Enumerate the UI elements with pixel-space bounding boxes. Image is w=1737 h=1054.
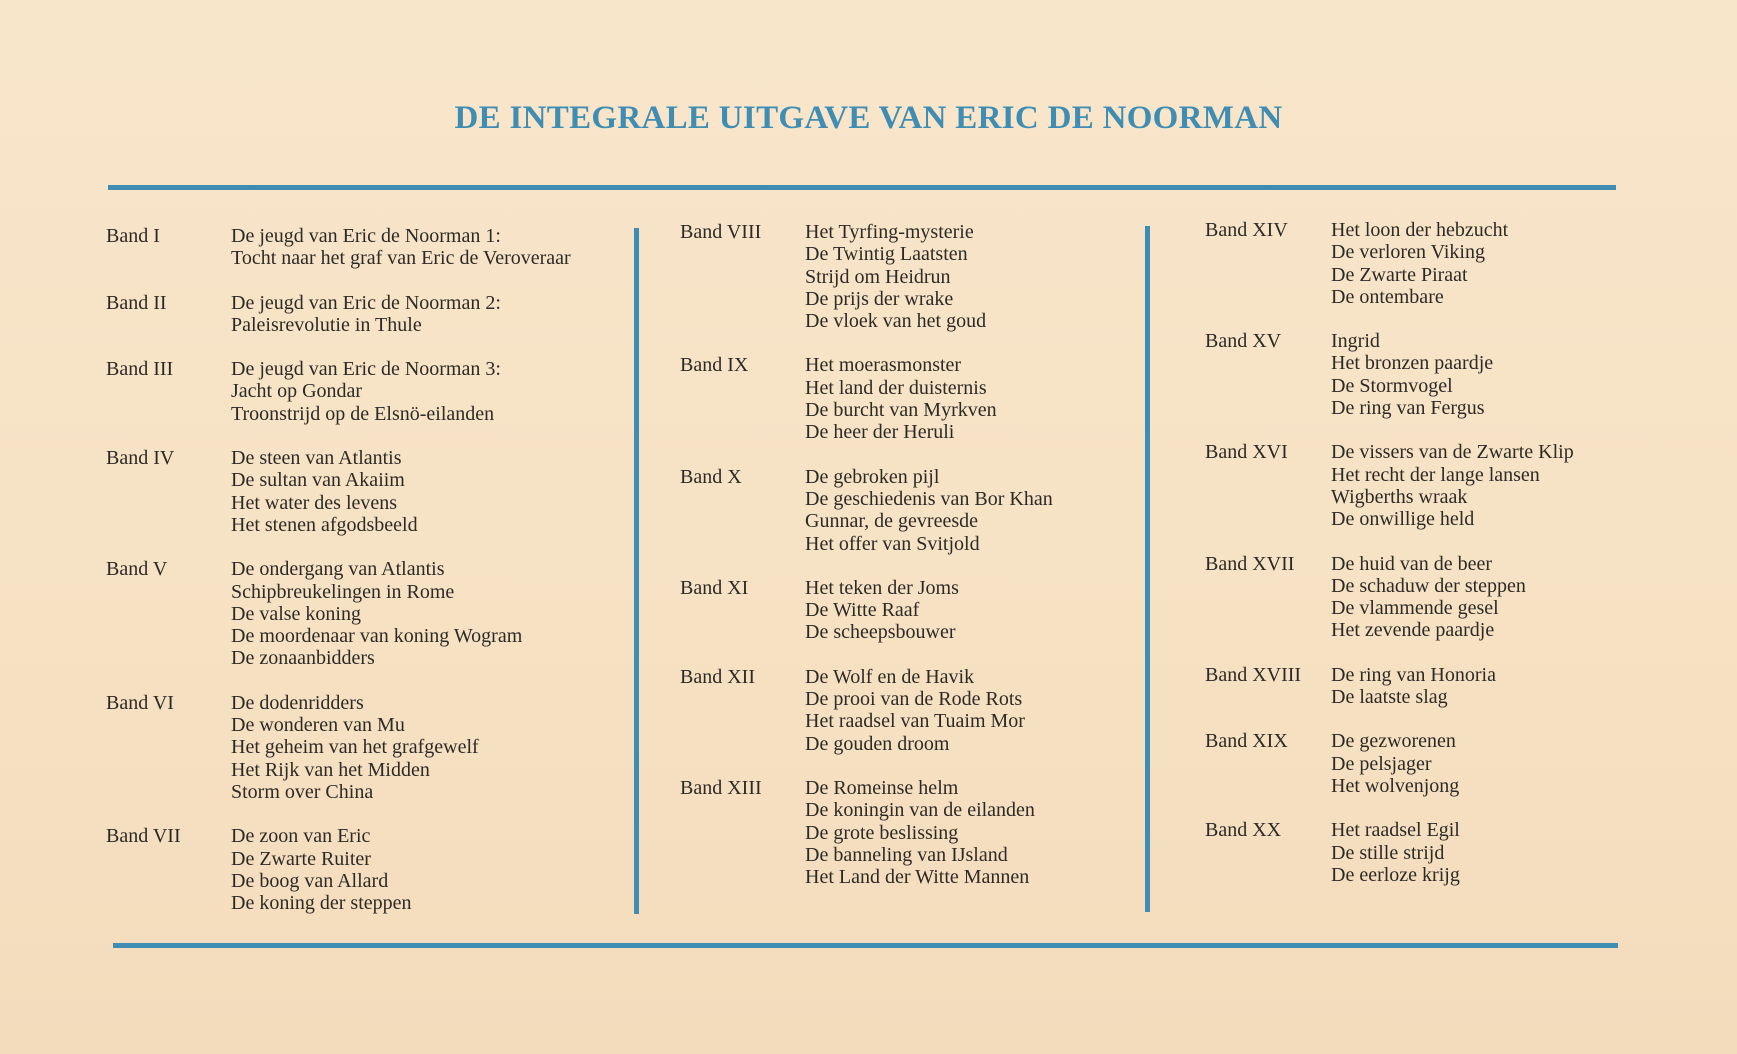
- band-title: Het bronzen paardje: [1331, 352, 1494, 375]
- band-title: De jeugd van Eric de Noorman 2:: [231, 291, 501, 314]
- column-3: [1205, 219, 1705, 908]
- band-title: Paleisrevolutie in Thule: [231, 313, 422, 336]
- band-title: De banneling van IJsland: [805, 843, 1008, 866]
- band-title: De sultan van Akaiim: [231, 469, 405, 492]
- band-title: Tocht naar het graf van Eric de Veroveraar: [231, 247, 571, 270]
- band-title-list: [231, 692, 479, 803]
- band-title: De steen van Atlantis: [231, 447, 402, 470]
- band-title: De Romeinse helm: [805, 776, 959, 799]
- band-title: De vissers van de Zwarte Klip: [1331, 441, 1574, 464]
- band-title-list: [1331, 730, 1459, 797]
- column-2: [680, 221, 1140, 910]
- column-divider-1: [634, 228, 639, 914]
- band-title: De Stormvogel: [1331, 374, 1453, 397]
- band-label: Band XVII: [1205, 552, 1295, 575]
- band-label: Band XVI: [1205, 441, 1288, 464]
- band-entry: [106, 692, 626, 803]
- band-entry: [680, 666, 1140, 755]
- band-title-list: [231, 447, 418, 536]
- band-title: Strijd om Heidrun: [805, 265, 951, 288]
- band-title: De prooi van de Rode Rots: [805, 688, 1023, 711]
- band-title: De Wolf en de Havik: [805, 665, 975, 688]
- band-title: Het stenen afgodsbeeld: [231, 513, 418, 536]
- band-title: De moordenaar van koning Wogram: [231, 625, 523, 648]
- band-title: De ontembare: [1331, 285, 1444, 308]
- band-title-list: [1331, 219, 1508, 308]
- band-title: De huid van de beer: [1331, 552, 1493, 575]
- band-label: Band II: [106, 291, 167, 314]
- band-entry: [1205, 330, 1705, 419]
- band-title: De dodenridders: [231, 691, 364, 714]
- band-title: Het moerasmonster: [805, 354, 962, 377]
- band-title: Het offer van Svitjold: [805, 532, 980, 555]
- band-title: De Zwarte Ruiter: [231, 847, 371, 870]
- band-title: Het water des levens: [231, 491, 398, 514]
- band-entry: [106, 292, 626, 337]
- band-entry: [106, 447, 626, 536]
- band-title-list: [805, 221, 986, 332]
- band-title: De Zwarte Piraat: [1331, 263, 1468, 286]
- band-title: De zonaanbidders: [231, 647, 375, 670]
- band-label: Band VI: [106, 691, 174, 714]
- band-title: De valse koning: [231, 602, 361, 625]
- band-title: Wigberths wraak: [1331, 485, 1468, 508]
- band-label: Band XV: [1205, 330, 1282, 353]
- band-title: De zoon van Eric: [231, 825, 371, 848]
- band-title-list: [1331, 664, 1496, 709]
- band-title: Het Tyrfing-mysterie: [805, 221, 974, 243]
- band-title: Het recht der lange lansen: [1331, 463, 1540, 486]
- band-label: Band XVIII: [1205, 663, 1302, 686]
- band-title: Het land der duisternis: [805, 376, 987, 399]
- top-divider: [108, 185, 1616, 190]
- band-entry: [680, 221, 1140, 332]
- band-title: Het Rijk van het Midden: [231, 758, 430, 781]
- band-title: De laatste slag: [1331, 686, 1448, 709]
- band-title: De Witte Raaf: [805, 599, 920, 622]
- band-title-list: [805, 466, 1053, 555]
- band-label: Band X: [680, 465, 742, 488]
- band-title-list: [805, 666, 1025, 755]
- band-label: Band VIII: [680, 221, 762, 243]
- band-title: De heer der Heruli: [805, 421, 955, 444]
- band-title: De ring van Honoria: [1331, 663, 1496, 686]
- band-title: De jeugd van Eric de Noorman 1:: [231, 225, 501, 247]
- band-title: De stille strijd: [1331, 841, 1445, 864]
- band-title: Het raadsel Egil: [1331, 819, 1460, 842]
- band-title: De gebroken pijl: [805, 465, 940, 488]
- band-title-list: [1331, 330, 1493, 419]
- band-title-list: [231, 292, 501, 337]
- band-label: Band XII: [680, 665, 755, 688]
- column-divider-2: [1145, 226, 1150, 912]
- band-title: De prijs der wrake: [805, 287, 954, 310]
- bottom-divider: [113, 943, 1618, 948]
- band-label: Band III: [106, 358, 174, 381]
- band-title: Gunnar, de gevreesde: [805, 510, 979, 533]
- page-title: DE INTEGRALE UITGAVE VAN ERIC DE NOORMAN: [454, 100, 1283, 136]
- band-title-list: [805, 777, 1035, 888]
- band-title: De boog van Allard: [231, 869, 389, 892]
- band-title: Het teken der Joms: [805, 576, 959, 599]
- band-title: De wonderen van Mu: [231, 714, 405, 737]
- band-title: De vlammende gesel: [1331, 597, 1499, 620]
- band-title: De koning der steppen: [231, 892, 412, 915]
- band-entry: [680, 354, 1140, 443]
- band-label: Band IX: [680, 354, 749, 377]
- band-label: Band XIII: [680, 776, 762, 799]
- band-label: Band XIV: [1205, 219, 1288, 241]
- column-1: [106, 225, 626, 936]
- band-entry: [106, 225, 626, 270]
- band-title: De onwillige held: [1331, 508, 1475, 531]
- band-title: Het raadsel van Tuaim Mor: [805, 710, 1025, 733]
- band-title: Het wolvenjong: [1331, 774, 1460, 797]
- band-title-list: [231, 825, 412, 914]
- band-entry: [1205, 819, 1705, 886]
- band-entry: [106, 358, 626, 425]
- band-title-list: [231, 558, 522, 669]
- band-title: De schaduw der steppen: [1331, 574, 1526, 597]
- band-title: De koningin van de eilanden: [805, 799, 1035, 822]
- band-title-list: [805, 354, 997, 443]
- band-title-list: [1331, 441, 1574, 530]
- band-title: Het zevende paardje: [1331, 619, 1495, 642]
- band-label: Band VII: [106, 825, 181, 848]
- band-title: De geschiedenis van Bor Khan: [805, 487, 1053, 510]
- band-title-list: [1331, 553, 1526, 642]
- band-title: De ring van Fergus: [1331, 397, 1485, 420]
- band-entry: [106, 825, 626, 914]
- band-title: Troonstrijd op de Elsnö-eilanden: [231, 402, 495, 425]
- band-entry: [1205, 664, 1705, 709]
- band-title: De gezworenen: [1331, 730, 1456, 753]
- band-label: Band XI: [680, 576, 749, 599]
- band-title-list: [1331, 819, 1460, 886]
- band-title: De verloren Viking: [1331, 241, 1485, 264]
- band-title: Storm over China: [231, 780, 374, 803]
- band-title: De jeugd van Eric de Noorman 3:: [231, 358, 501, 381]
- band-title: De burcht van Myrkven: [805, 399, 997, 422]
- band-entry: [680, 777, 1140, 888]
- band-title: Ingrid: [1331, 330, 1380, 353]
- band-title-list: [805, 577, 959, 644]
- band-label: Band V: [106, 558, 168, 581]
- band-label: Band XIX: [1205, 730, 1288, 753]
- band-title: Het Land der Witte Mannen: [805, 866, 1030, 889]
- band-label: Band IV: [106, 447, 175, 470]
- band-title: Het geheim van het grafgewelf: [231, 736, 479, 759]
- band-title: De eerloze krijg: [1331, 863, 1460, 886]
- band-title: De ondergang van Atlantis: [231, 558, 445, 581]
- band-title: De grote beslissing: [805, 821, 959, 844]
- band-entry: [1205, 730, 1705, 797]
- band-label: Band XX: [1205, 819, 1282, 842]
- band-title: Jacht op Gondar: [231, 380, 363, 403]
- band-entry: [1205, 553, 1705, 642]
- band-entry: [680, 577, 1140, 644]
- band-entry: [1205, 219, 1705, 308]
- band-title-list: [231, 225, 571, 270]
- band-entry: [1205, 441, 1705, 530]
- band-title: De pelsjager: [1331, 752, 1432, 775]
- band-title: De gouden droom: [805, 732, 950, 755]
- band-title-list: [231, 358, 501, 425]
- band-entry: [680, 466, 1140, 555]
- band-label: Band I: [106, 225, 160, 247]
- band-title: De Twintig Laatsten: [805, 243, 968, 266]
- band-entry: [106, 558, 626, 669]
- band-title: De scheepsbouwer: [805, 621, 956, 644]
- band-title: Schipbreukelingen in Rome: [231, 580, 455, 603]
- band-title: Het loon der hebzucht: [1331, 219, 1509, 241]
- band-title: De vloek van het goud: [805, 310, 987, 333]
